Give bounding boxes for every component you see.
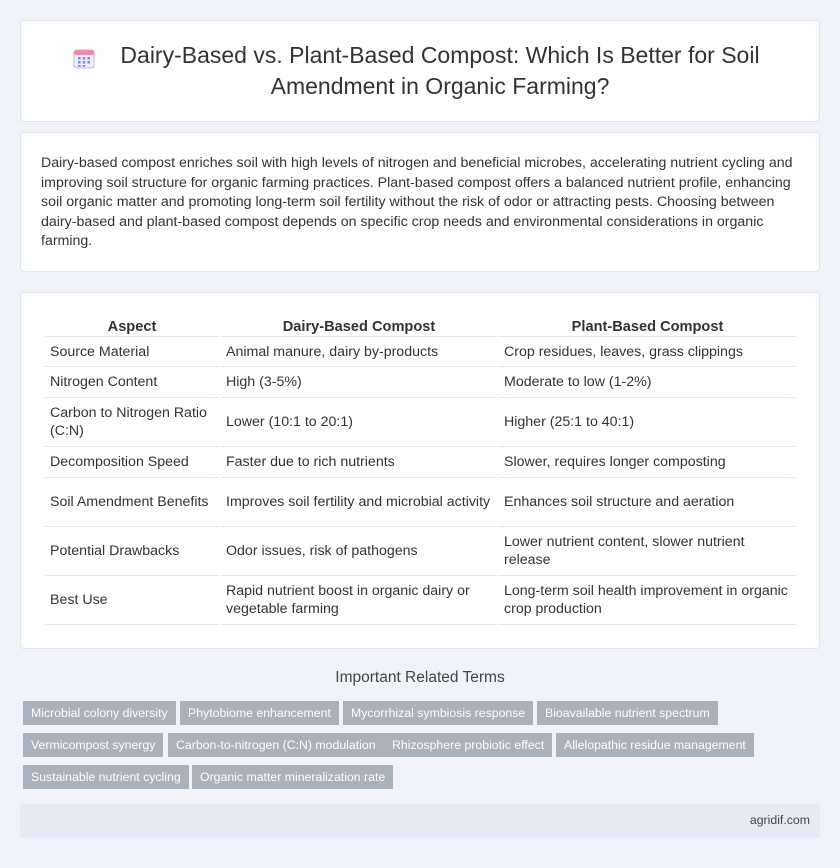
related-terms-heading: Important Related Terms — [335, 669, 505, 686]
cell-dairy: Lower (10:1 to 20:1) — [221, 398, 497, 447]
cell-dairy: High (3-5%) — [221, 367, 497, 398]
cell-dairy: Odor issues, risk of pathogens — [221, 527, 497, 576]
cell-dairy: Animal manure, dairy by-products — [221, 337, 497, 367]
tag-mycorrhizal-symbiosis-response[interactable]: Mycorrhizal symbiosis response — [343, 701, 533, 725]
cell-aspect: Potential Drawbacks — [45, 527, 219, 576]
table-row — [45, 337, 796, 367]
cell-dairy: Rapid nutrient boost in organic dairy or vegetable farming — [221, 576, 497, 625]
header-card — [20, 20, 820, 122]
cell-plant: Long-term soil health improvement in organic crop production — [499, 576, 796, 625]
cell-plant: Enhances soil structure and aeration — [499, 478, 796, 527]
table-row — [45, 398, 796, 447]
intro-paragraph: Dairy-based compost enriches soil with high levels of nitrogen and beneficial microbes, accelerating nutrient cycling and improving soil structure for organic farming practices. Plant-based compost offers a balanced nutrient profile, enhancing soil organic matter and promoting long-term soil fertility without the risk of odor or attracting pests. Choosing between dairy-based and plant-based compost depends on specific crop needs and environmental considerations in organic farming. — [41, 155, 793, 249]
tag-allelopathic-residue-management[interactable]: Allelopathic residue management — [556, 733, 754, 757]
table-row — [45, 478, 796, 527]
cell-plant: Lower nutrient content, slower nutrient release — [499, 527, 796, 576]
cell-aspect: Decomposition Speed — [45, 447, 219, 478]
column-header-plant: Plant-Based Compost — [499, 315, 796, 337]
column-header-dairy: Dairy-Based Compost — [221, 315, 497, 337]
cell-aspect: Source Material — [45, 337, 219, 367]
comparison-table — [43, 315, 798, 625]
cell-aspect: Nitrogen Content — [45, 367, 219, 398]
page-title: Dairy-Based vs. Plant-Based Compost: Which Is Better for Soil Amendment in Organic Farming? — [120, 42, 760, 99]
tag-vermicompost-synergy[interactable]: Vermicompost synergy — [23, 733, 163, 757]
footer-bar — [20, 804, 820, 838]
table-row — [45, 527, 796, 576]
tag-microbial-colony-diversity[interactable]: Microbial colony diversity — [23, 701, 176, 725]
column-header-aspect: Aspect — [45, 315, 219, 337]
tag-carbon-to-nitrogen-modulation[interactable]: Carbon-to-nitrogen (C:N) modulation — [168, 733, 384, 757]
cell-aspect: Soil Amendment Benefits — [45, 478, 219, 527]
tag-rhizosphere-probiotic-effect[interactable]: Rhizosphere probiotic effect — [384, 733, 552, 757]
cell-plant: Moderate to low (1-2%) — [499, 367, 796, 398]
table-row — [45, 576, 796, 625]
table-row — [45, 447, 796, 478]
tag-phytobiome-enhancement[interactable]: Phytobiome enhancement — [180, 701, 339, 725]
cell-plant: Crop residues, leaves, grass clippings — [499, 337, 796, 367]
footer-site-link[interactable]: agridif.com — [749, 813, 810, 827]
cell-aspect: Best Use — [45, 576, 219, 625]
cell-plant: Higher (25:1 to 40:1) — [499, 398, 796, 447]
cell-aspect: Carbon to Nitrogen Ratio (C:N) — [45, 398, 219, 447]
cell-dairy: Faster due to rich nutrients — [221, 447, 497, 478]
tag-bioavailable-nutrient-spectrum[interactable]: Bioavailable nutrient spectrum — [537, 701, 718, 725]
comparison-table-card — [20, 292, 820, 649]
cell-dairy: Improves soil fertility and microbial activity — [221, 478, 497, 527]
table-header-row — [45, 315, 796, 337]
cell-plant: Slower, requires longer composting — [499, 447, 796, 478]
tag-organic-matter-mineralization-rate[interactable]: Organic matter mineralization rate — [192, 765, 393, 789]
tag-sustainable-nutrient-cycling[interactable]: Sustainable nutrient cycling — [23, 765, 189, 789]
table-row — [45, 367, 796, 398]
intro-card — [20, 132, 820, 272]
